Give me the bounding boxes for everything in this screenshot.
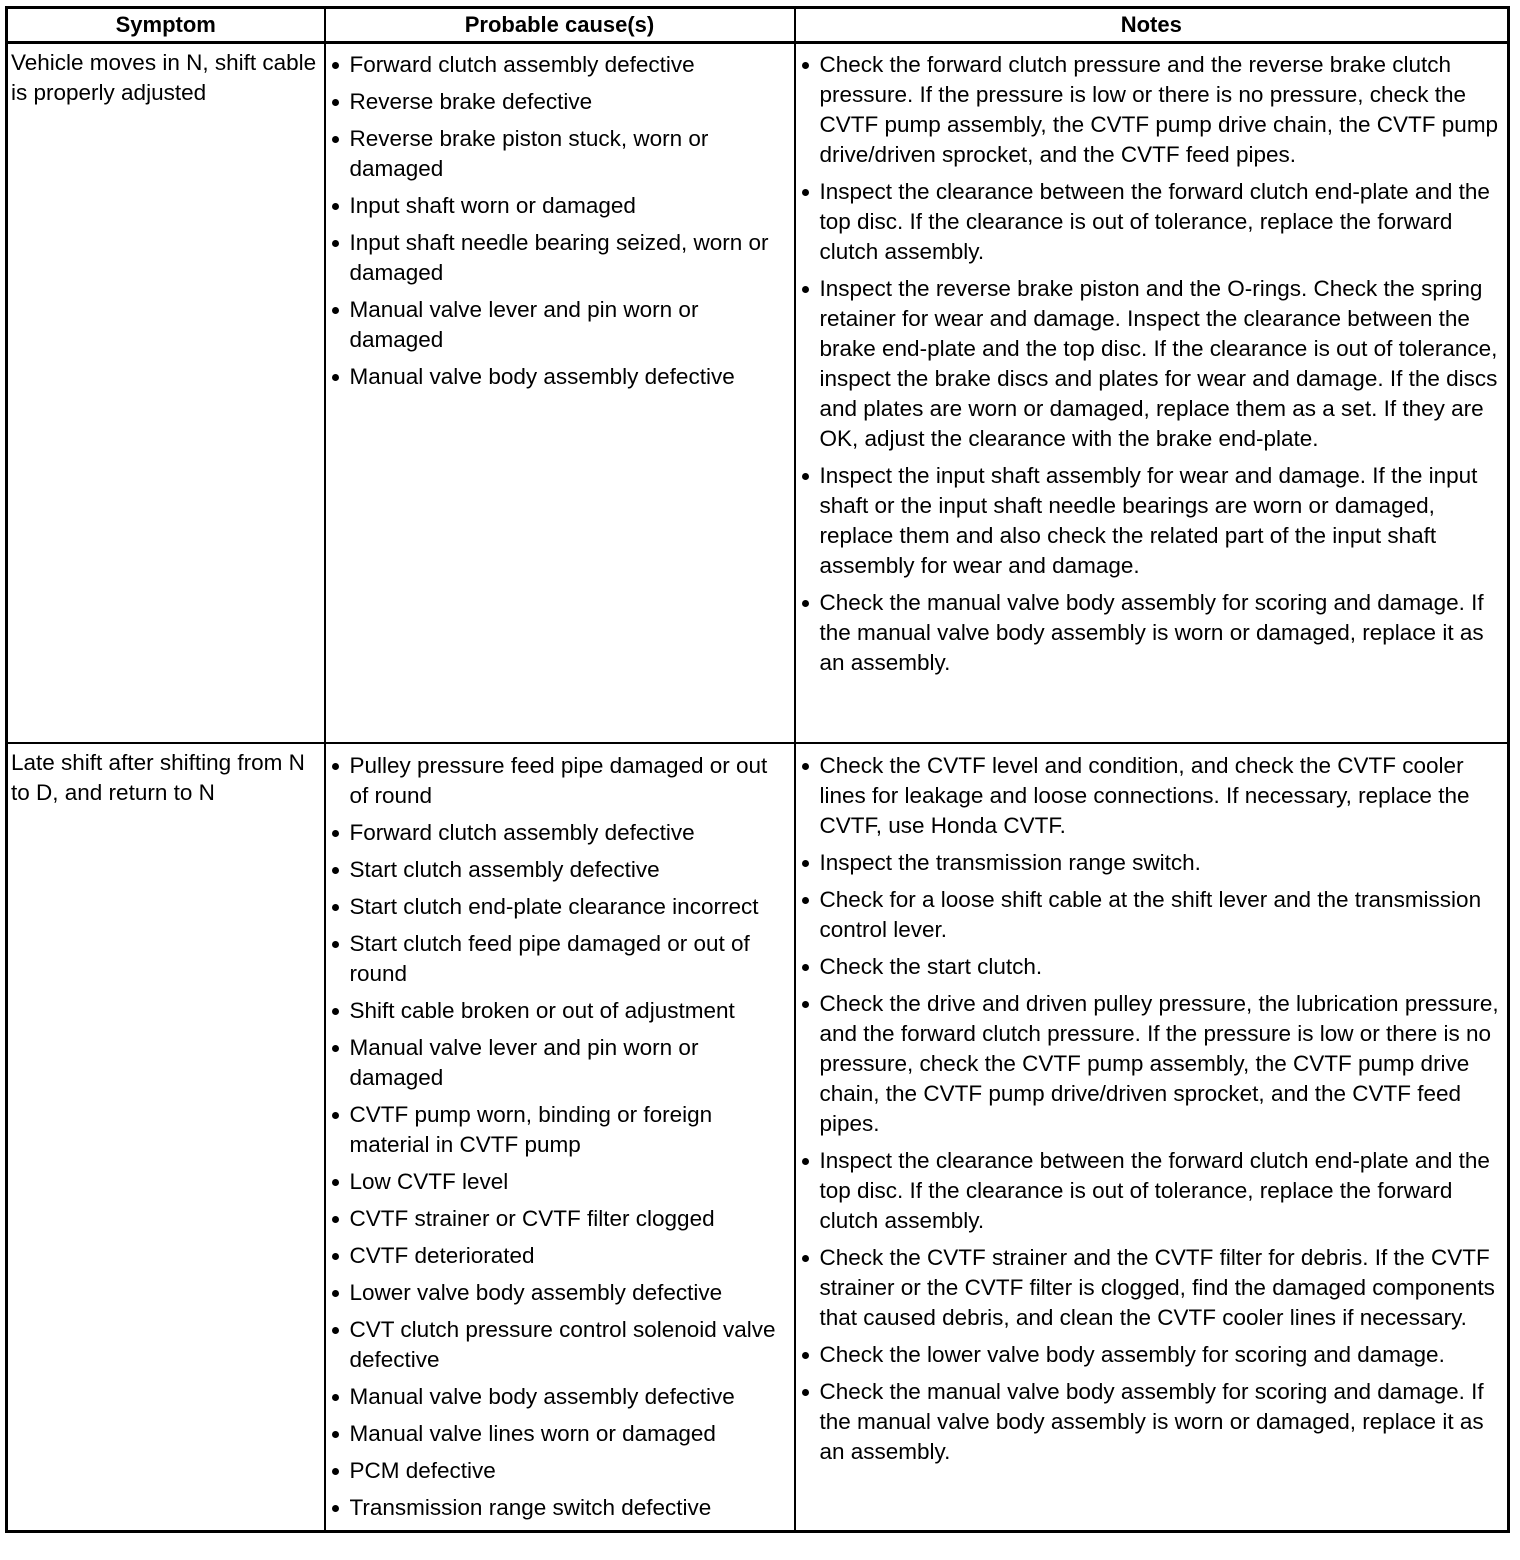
header-notes: Notes xyxy=(795,8,1509,43)
cause-item: Start clutch assembly defective xyxy=(330,855,790,885)
note-item: Check the drive and driven pulley pressure, the lubrication pressure, and the forward clutch pressure. If the pressure is low or there is no pressure, check the CVTF pump assembly, the CVTF pump drive chain, the CVTF pump drive/driven sprocket, and the CVTF feed pipes. xyxy=(800,989,1504,1139)
symptom-cell: Vehicle moves in N, shift cable is properly adjusted xyxy=(7,43,325,743)
cause-item: Manual valve lever and pin worn or damaged xyxy=(330,295,790,355)
cause-item: Forward clutch assembly defective xyxy=(330,818,790,848)
note-item: Check the lower valve body assembly for scoring and damage. xyxy=(800,1340,1504,1370)
causes-cell xyxy=(325,43,795,743)
symptom-cell: Late shift after shifting from N to D, and return to N xyxy=(7,743,325,1532)
notes-list xyxy=(796,50,1508,678)
causes-list xyxy=(326,50,794,392)
cause-item: Start clutch end-plate clearance incorrect xyxy=(330,892,790,922)
cause-item: Input shaft needle bearing seized, worn or damaged xyxy=(330,228,790,288)
causes-list xyxy=(326,751,794,1523)
note-item: Check the manual valve body assembly for scoring and damage. If the manual valve body assembly is worn or damaged, replace it as an assembly. xyxy=(800,1377,1504,1467)
cause-item: Low CVTF level xyxy=(330,1167,790,1197)
cause-item: CVTF deteriorated xyxy=(330,1241,790,1271)
causes-cell xyxy=(325,743,795,1532)
troubleshooting-table xyxy=(5,6,1510,1533)
cause-item: Input shaft worn or damaged xyxy=(330,191,790,221)
cause-item: PCM defective xyxy=(330,1456,790,1486)
notes-list xyxy=(796,751,1508,1467)
cause-item: Manual valve lever and pin worn or damaged xyxy=(330,1033,790,1093)
note-item: Check the CVTF strainer and the CVTF filter for debris. If the CVTF strainer or the CVTF filter is clogged, find the damaged components that caused debris, and clean the CVTF cooler lines if necessary. xyxy=(800,1243,1504,1333)
cause-item: CVTF strainer or CVTF filter clogged xyxy=(330,1204,790,1234)
note-item: Inspect the reverse brake piston and the O-rings. Check the spring retainer for wear and damage. Inspect the clearance between the brake end-plate and the top disc. If the clearance is out of tolerance, inspect the brake discs and plates for wear and damage. If the discs and plates are worn or damaged, replace them as a set. If they are OK, adjust the clearance with the brake end-plate. xyxy=(800,274,1504,454)
cause-item: Manual valve lines worn or damaged xyxy=(330,1419,790,1449)
note-item: Inspect the input shaft assembly for wear and damage. If the input shaft or the input shaft needle bearings are worn or damaged, replace them and also check the related part of the input shaft assembly for wear and damage. xyxy=(800,461,1504,581)
cause-item: Transmission range switch defective xyxy=(330,1493,790,1523)
cause-item: CVT clutch pressure control solenoid valve defective xyxy=(330,1315,790,1375)
note-item: Inspect the clearance between the forward clutch end-plate and the top disc. If the clearance is out of tolerance, replace the forward clutch assembly. xyxy=(800,177,1504,267)
table-row xyxy=(7,743,1509,1532)
header-probable-causes: Probable cause(s) xyxy=(325,8,795,43)
cause-item: Pulley pressure feed pipe damaged or out of round xyxy=(330,751,790,811)
note-item: Check the forward clutch pressure and the reverse brake clutch pressure. If the pressure is low or there is no pressure, check the CVTF pump assembly, the CVTF pump drive chain, the CVTF pump drive/driven sprocket, and the CVTF feed pipes. xyxy=(800,50,1504,170)
cause-item: Forward clutch assembly defective xyxy=(330,50,790,80)
header-symptom: Symptom xyxy=(7,8,325,43)
cause-item: CVTF pump worn, binding or foreign material in CVTF pump xyxy=(330,1100,790,1160)
note-item: Check the CVTF level and condition, and check the CVTF cooler lines for leakage and loose connections. If necessary, replace the CVTF, use Honda CVTF. xyxy=(800,751,1504,841)
note-item: Check for a loose shift cable at the shift lever and the transmission control lever. xyxy=(800,885,1504,945)
note-item: Inspect the transmission range switch. xyxy=(800,848,1504,878)
cause-item: Reverse brake piston stuck, worn or damaged xyxy=(330,124,790,184)
cause-item: Shift cable broken or out of adjustment xyxy=(330,996,790,1026)
note-item: Inspect the clearance between the forward clutch end-plate and the top disc. If the clearance is out of tolerance, replace the forward clutch assembly. xyxy=(800,1146,1504,1236)
note-item: Check the start clutch. xyxy=(800,952,1504,982)
header-row xyxy=(7,8,1509,43)
note-item: Check the manual valve body assembly for scoring and damage. If the manual valve body assembly is worn or damaged, replace it as an assembly. xyxy=(800,588,1504,678)
table-row xyxy=(7,43,1509,743)
cause-item: Start clutch feed pipe damaged or out of round xyxy=(330,929,790,989)
cause-item: Lower valve body assembly defective xyxy=(330,1278,790,1308)
cause-item: Reverse brake defective xyxy=(330,87,790,117)
notes-cell xyxy=(795,43,1509,743)
notes-cell xyxy=(795,743,1509,1532)
cause-item: Manual valve body assembly defective xyxy=(330,1382,790,1412)
cause-item: Manual valve body assembly defective xyxy=(330,362,790,392)
